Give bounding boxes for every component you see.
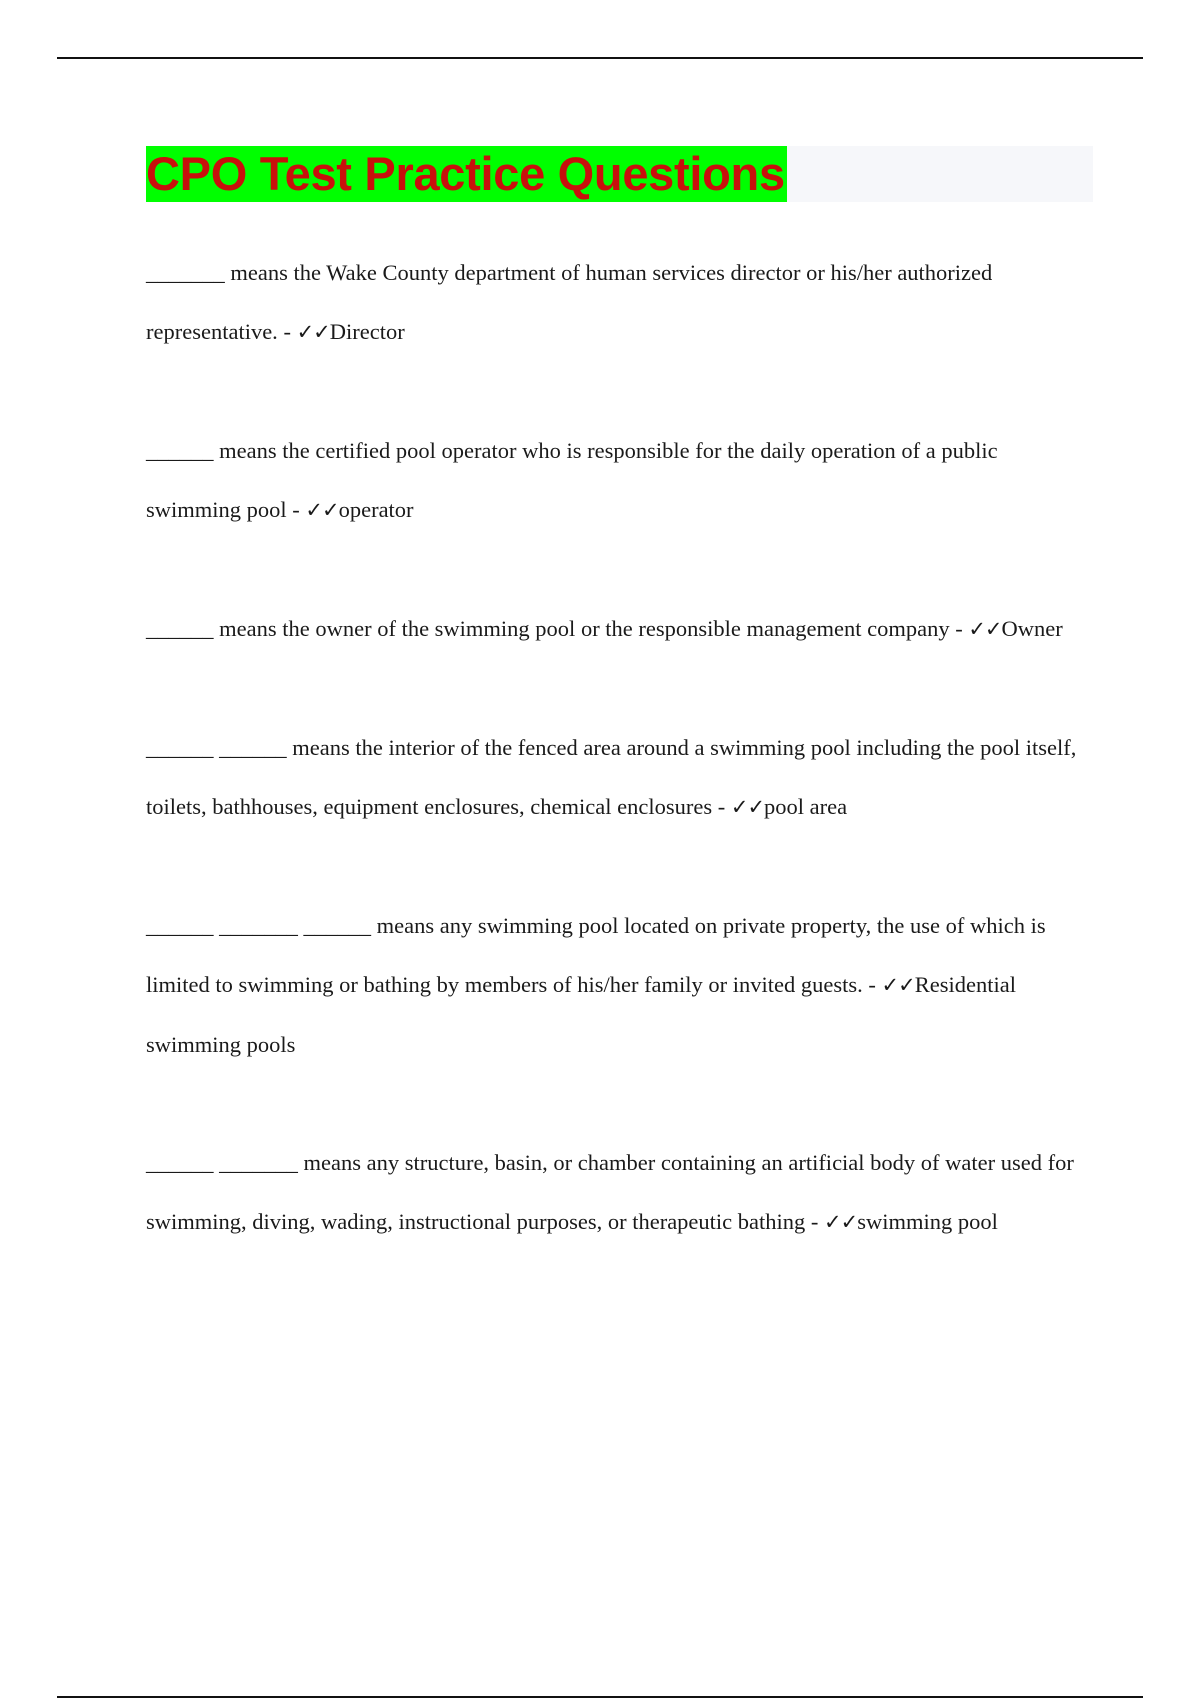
question-item bbox=[146, 1133, 1096, 1252]
answer-text: operator bbox=[338, 497, 414, 522]
answer-text: swimming pool bbox=[857, 1209, 998, 1234]
answer-text: Director bbox=[329, 319, 405, 344]
question-text: ______ _______ ______ means any swimming pool located on private property, the use of which is limited to swimming or bathing by members of his/her family or invited guests. bbox=[146, 913, 1046, 997]
question-text: ______ means the owner of the swimming pool or the responsible management company bbox=[146, 616, 950, 641]
footer-rule bbox=[57, 1696, 1143, 1698]
question-item bbox=[146, 421, 1096, 540]
separator: - bbox=[949, 616, 969, 641]
answer-text: Residential swimming pools bbox=[146, 972, 1016, 1057]
double-check-icon: ✓✓ bbox=[881, 973, 915, 997]
separator: - bbox=[805, 1209, 825, 1234]
question-item bbox=[146, 243, 1096, 362]
separator: - bbox=[862, 972, 882, 997]
separator: - bbox=[277, 319, 297, 344]
header-rule bbox=[57, 57, 1143, 59]
question-text: ______ _______ means any structure, basin, or chamber containing an artificial body of water used for swimming, diving, wading, instructional purposes, or therapeutic bathing bbox=[146, 1150, 1074, 1234]
answer-text: pool area bbox=[764, 794, 848, 819]
double-check-icon: ✓✓ bbox=[968, 617, 1002, 641]
question-item bbox=[146, 896, 1096, 1074]
question-item bbox=[146, 718, 1096, 837]
separator: - bbox=[712, 794, 731, 819]
question-text: _______ means the Wake County department of human services director or his/her authorized representative. bbox=[146, 260, 993, 344]
question-item bbox=[146, 599, 1096, 659]
title-band bbox=[146, 146, 1093, 202]
question-text: ______ means the certified pool operator who is responsible for the daily operation of a public swimming pool bbox=[146, 438, 998, 522]
separator: - bbox=[286, 497, 306, 522]
double-check-icon: ✓✓ bbox=[305, 498, 339, 522]
double-check-icon: ✓✓ bbox=[824, 1210, 858, 1234]
double-check-icon: ✓✓ bbox=[730, 795, 765, 819]
page-title: CPO Test Practice Questions bbox=[146, 147, 785, 200]
question-list bbox=[146, 243, 1096, 1311]
question-text: ______ ______ means the interior of the fenced area around a swimming pool including the pool itself, toilets, bathhouses, equipment enclosures, chemical enclosures bbox=[146, 735, 1077, 819]
double-check-icon: ✓✓ bbox=[296, 320, 330, 344]
answer-text: Owner bbox=[1001, 616, 1063, 641]
